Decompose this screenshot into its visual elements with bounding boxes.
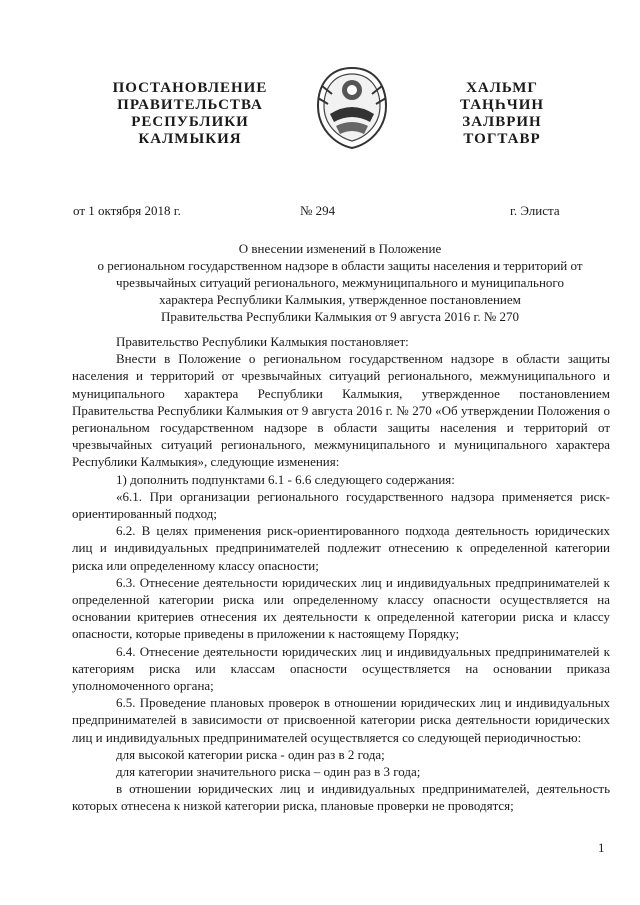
title-line: о региональном государственном надзоре в области защиты населения и территорий от [97,258,583,273]
header-left-line: ПРАВИТЕЛЬСТВА [117,97,263,113]
paragraph: Правительство Республики Калмыкия постановляет: [116,334,409,349]
header-right-line: ТОГТАВР [463,131,541,147]
page-number: 1 [598,840,605,855]
header-right-line: ЗАЛВРИН [462,114,542,130]
paragraph: 6.4. Отнесение деятельности юридических лиц и индивидуальных предпринимателей к категориям риска или классам опасности осуществляется на основании приказа уполномоченного органа; [72,643,610,694]
paragraph: 1) дополнить подпунктами 6.1 - 6.6 следующего содержания: [116,471,455,487]
document-city: г. Элиста [510,203,560,218]
paragraph: для категории значительного риска – один раз в 3 года; [116,764,421,780]
title-line: чрезвычайных ситуаций регионального, межмуниципального и муниципального [116,275,564,290]
title-line: характера Республики Калмыкия, утвержденное постановлением [159,292,521,307]
title-line: Правительства Республики Калмыкия от 9 августа 2016 г. № 270 [160,309,519,324]
header-left-line: РЕСПУБЛИКИ [131,114,249,130]
header-left-line: ПОСТАНОВЛЕНИЕ [112,80,268,96]
document-date: от 1 октября 2018 г. [73,203,181,218]
document-number: № 294 [300,203,336,218]
paragraph: в отношении юридических лиц и индивидуальных предпринимателей, деятельность которых отнесена к низкой категории риска, плановые проверки не проводятся; [72,781,610,814]
paragraph: «6.1. При организации регионального государственного надзора применяется риск-ориентированный подход; [72,488,610,522]
header-right [442,80,562,148]
coat-of-arms-emblem-icon [312,64,392,152]
title-line: О внесении изменений в Положение [238,241,442,256]
paragraph: 6.3. Отнесение деятельности юридических лиц и индивидуальных предпринимателей к определенной категории риска или определенному классу опасности осуществляется на основании критериев отнесения их деятельности к определенной категории риска и классу опасности, которые приведены в приложении к настоящему Порядку; [72,574,610,642]
header-left [95,80,285,148]
paragraph: Внести в Положение о региональном государственном надзоре в области защиты населения и территорий от чрезвычайных ситуаций регионального, межмуниципального и муниципального характера Республики Калмыкия, утвержденное постановлением Правительства Республики Калмыкия от 9 августа 2016 г. № 270 «Об утверждении Положения о региональном государственном надзоре в области защиты населения и территорий от чрезвычайных ситуаций регионального, межмуниципального и муниципального характера Республики Калмыкия», следующие изменения: [72,351,610,470]
header-left-line: КАЛМЫКИЯ [138,131,242,147]
paragraph: 6.2. В целях применения риск-ориентированного подхода деятельность юридических лиц и индивидуальных предпринимателей подлежит отнесению к определенной категории риска или определенному классу опасности; [72,523,610,573]
paragraph: 6.5. Проведение плановых проверок в отношении юридических лиц и индивидуальных предпринимателей в зависимости от присвоенной категории риска деятельности юридических лиц и индивидуальных предпринимателей осуществляется со следующей периодичностью: [72,695,610,745]
paragraph: для высокой категории риска - один раз в 2 года; [116,746,385,762]
document-body [72,333,610,815]
header-right-line: ХАЛЬМГ [466,80,538,96]
header-right-line: ТАҢҺЧИН [459,97,545,113]
document-title [70,240,610,325]
